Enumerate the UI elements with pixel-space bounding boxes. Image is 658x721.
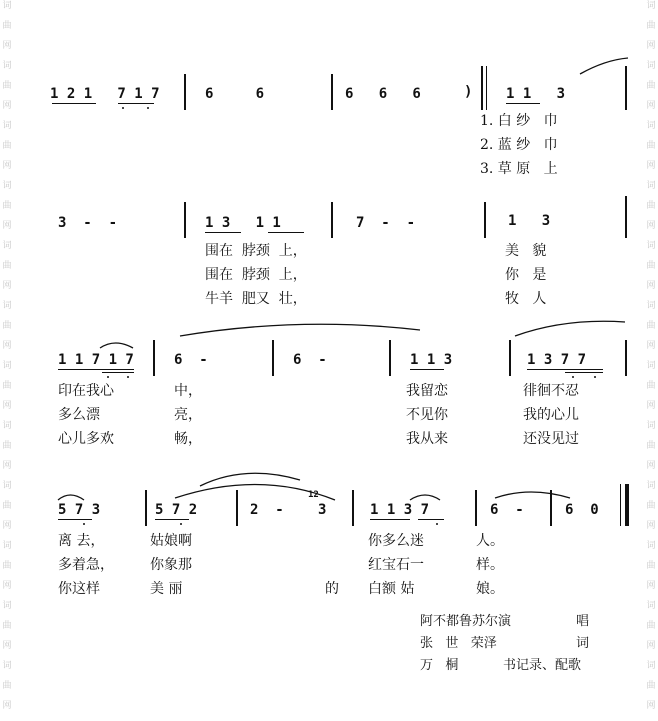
watermark-glyph: 词 — [646, 481, 656, 491]
lyric-row1-v1: 1. 白 纱 巾 — [480, 113, 558, 129]
watermark-glyph: 曲 — [646, 381, 656, 391]
lyric-row4-v1b: 姑娘啊 — [150, 533, 192, 549]
watermark-glyph: 词 — [2, 61, 12, 71]
watermark-glyph: 词 — [2, 541, 12, 551]
notes-row1-m3: 6 6 6 — [345, 86, 421, 102]
watermark-glyph: 词 — [2, 361, 12, 371]
lyric-row4-v3b: 美 丽 — [150, 581, 183, 597]
lyric-row2-v2b: 你 是 — [505, 267, 547, 283]
watermark-glyph: 曲 — [2, 261, 12, 271]
watermark-glyph: 词 — [2, 661, 12, 671]
credit-singer: 阿不都鲁苏尔演 — [420, 614, 512, 629]
lyric-row3-v1c: 我留恋 — [406, 383, 448, 399]
watermark-glyph: 曲 — [646, 621, 656, 631]
notes-row3-m2: 6 - — [174, 352, 208, 368]
slur — [580, 58, 628, 74]
lyric-row3-v1b: 中， — [174, 383, 202, 399]
notes-row3-m1: 1 1 7 1 7 — [58, 352, 134, 368]
watermark-glyph: 曲 — [2, 681, 12, 691]
watermark-glyph: 曲 — [646, 441, 656, 451]
watermark-glyph: 曲 — [2, 561, 12, 571]
watermark-glyph: 词 — [2, 421, 12, 431]
lyric-row4-v3d: 白额 姑 — [368, 581, 415, 597]
notes-row3-m5: 1 3 7 7 — [527, 352, 587, 368]
watermark-glyph: 曲 — [646, 141, 656, 151]
watermark-glyph: 网 — [2, 581, 12, 591]
notes-row4-m5b: 6 0 — [565, 502, 599, 518]
watermark-glyph: 词 — [646, 181, 656, 191]
watermark-glyph: 网 — [2, 281, 12, 291]
watermark-glyph: 网 — [646, 341, 656, 351]
notes-row4-m1: 5 7 3 — [58, 502, 101, 518]
lyric-row3-v3a: 心儿多欢 — [58, 431, 114, 447]
notes-row3-m3: 6 - — [293, 352, 327, 368]
lyric-row2-v3a: 牛羊 肥又 壮， — [205, 291, 307, 307]
watermark-glyph: 网 — [646, 521, 656, 531]
lyric-row2-v3b: 牧 人 — [505, 291, 547, 307]
watermark-glyph: 曲 — [2, 81, 12, 91]
watermark-glyph: 网 — [2, 521, 12, 531]
watermark-glyph: 词 — [2, 121, 12, 131]
paren-close: ) — [464, 84, 473, 100]
notes-row1-m4: 1 1 3 — [506, 86, 566, 102]
watermark-glyph: 网 — [646, 101, 656, 111]
watermark-glyph: 网 — [646, 401, 656, 411]
watermark-glyph: 词 — [646, 1, 656, 11]
lyric-row4-v2d: 红宝石一 — [368, 557, 424, 573]
slur — [100, 343, 133, 348]
watermark-glyph: 曲 — [2, 141, 12, 151]
watermark-glyph: 词 — [2, 181, 12, 191]
lyric-row3-v2c: 不见你 — [406, 407, 448, 423]
notes-row4-m2: 5 7 2 — [155, 502, 198, 518]
slur — [175, 484, 335, 500]
lyric-row4-v3e: 娘。 — [476, 581, 504, 597]
credit-lyricist-role: 词 — [576, 636, 590, 651]
watermark-glyph: 词 — [2, 1, 12, 11]
watermark-glyph: 网 — [2, 41, 12, 51]
lyric-row3-v1d: 徘徊不忍 — [523, 383, 579, 399]
watermark-glyph: 词 — [646, 301, 656, 311]
watermark-glyph: 词 — [2, 601, 12, 611]
credit-arranger-role: 书记录、配歌 — [503, 658, 582, 673]
watermark-glyph: 词 — [2, 241, 12, 251]
lyric-row4-v1a: 离 去， — [58, 533, 105, 549]
notes-row2-m3: 7 - - — [356, 215, 416, 231]
notes-row4-m3a: 2 - — [250, 502, 284, 518]
watermark-glyph: 词 — [646, 601, 656, 611]
watermark-glyph: 网 — [646, 41, 656, 51]
slur — [410, 495, 440, 500]
watermark-glyph: 曲 — [2, 501, 12, 511]
watermark-glyph: 词 — [2, 301, 12, 311]
watermark-glyph: 曲 — [646, 21, 656, 31]
notes-row4-m4: 1 1 3 7 — [370, 502, 430, 518]
slur — [180, 324, 420, 336]
notes-row1-m1: 1 2 1 7 1 7 — [50, 86, 160, 102]
watermark-glyph: 网 — [2, 161, 12, 171]
watermark-glyph: 网 — [646, 281, 656, 291]
watermark-glyph: 网 — [646, 461, 656, 471]
slur — [58, 495, 84, 500]
notes-row3-m4: 1 1 3 — [410, 352, 453, 368]
lyric-row4-v2a: 多着急， — [58, 557, 114, 573]
watermark-glyph: 网 — [2, 101, 12, 111]
slur — [495, 492, 570, 498]
watermark-glyph: 网 — [2, 461, 12, 471]
watermark-glyph: 网 — [646, 221, 656, 231]
watermark-glyph: 网 — [2, 401, 12, 411]
lyric-row3-v1a: 印在我心 — [58, 383, 114, 399]
lyric-row3-v3b: 畅， — [174, 431, 202, 447]
watermark-glyph: 词 — [646, 541, 656, 551]
watermark-glyph: 曲 — [646, 81, 656, 91]
lyric-row4-v1e: 人。 — [476, 533, 504, 549]
watermark-glyph: 词 — [646, 61, 656, 71]
watermark-glyph: 词 — [2, 481, 12, 491]
lyric-row3-v3c: 我从来 — [406, 431, 448, 447]
watermark-glyph: 曲 — [2, 21, 12, 31]
watermark-glyph: 曲 — [646, 261, 656, 271]
lyric-row2-v2a: 围在 脖颈 上， — [205, 267, 307, 283]
watermark-glyph: 网 — [646, 701, 656, 711]
notes-row4-m5a: 6 - — [490, 502, 524, 518]
watermark-glyph: 网 — [2, 221, 12, 231]
watermark-glyph: 网 — [646, 581, 656, 591]
lyric-row4-v3c: 的 — [325, 581, 339, 597]
watermark-glyph: 词 — [646, 361, 656, 371]
grace-notes: 12 — [308, 490, 319, 500]
watermark-glyph: 词 — [646, 241, 656, 251]
notes-row2-m1: 3 - - — [58, 215, 118, 231]
lyric-row1-v2: 2. 蓝 纱 巾 — [480, 137, 558, 153]
watermark-glyph: 曲 — [2, 621, 12, 631]
lyric-row3-v3d: 还没见过 — [523, 431, 579, 447]
lyric-row4-v3a: 你这样 — [58, 581, 100, 597]
watermark-glyph: 曲 — [2, 381, 12, 391]
watermark-glyph: 词 — [646, 121, 656, 131]
lyric-row4-v2e: 样。 — [476, 557, 504, 573]
watermark-glyph: 曲 — [646, 501, 656, 511]
lyric-row2-v1b: 美 貌 — [505, 243, 547, 259]
watermark-glyph: 网 — [646, 161, 656, 171]
watermark-glyph: 网 — [2, 701, 12, 711]
watermark-glyph: 曲 — [2, 201, 12, 211]
watermark-glyph: 网 — [2, 341, 12, 351]
watermark-glyph: 词 — [646, 421, 656, 431]
notes-row2-m4: 1 3 — [508, 213, 551, 229]
credit-arranger: 万 桐 — [420, 658, 459, 673]
notes-row1-m2: 6 6 — [205, 86, 265, 102]
watermark-glyph: 曲 — [646, 321, 656, 331]
watermark-glyph: 曲 — [2, 321, 12, 331]
lyric-row3-v2b: 亮， — [174, 407, 202, 423]
watermark-glyph: 网 — [2, 641, 12, 651]
lyric-row3-v2d: 我的心儿 — [523, 407, 579, 423]
lyric-row4-v1d: 你多么迷 — [368, 533, 424, 549]
lyric-row3-v2a: 多么漂 — [58, 407, 100, 423]
credit-singer-role: 唱 — [576, 614, 590, 629]
lyric-row2-v1a: 围在 脖颈 上， — [205, 243, 307, 259]
watermark-glyph: 词 — [646, 661, 656, 671]
watermark-glyph: 曲 — [2, 441, 12, 451]
slur — [515, 321, 625, 336]
notes-row2-m2: 1 3 1 1 — [205, 215, 281, 231]
credit-lyricist: 张 世 荣泽 — [420, 636, 497, 651]
watermark-glyph: 曲 — [646, 681, 656, 691]
lyric-row1-v3: 3. 草 原 上 — [480, 161, 558, 177]
lyric-row4-v2b: 你象那 — [150, 557, 192, 573]
watermark-glyph: 曲 — [646, 201, 656, 211]
notes-row4-m3b: 3 — [318, 502, 327, 518]
watermark-glyph: 曲 — [646, 561, 656, 571]
watermark-glyph: 网 — [646, 641, 656, 651]
